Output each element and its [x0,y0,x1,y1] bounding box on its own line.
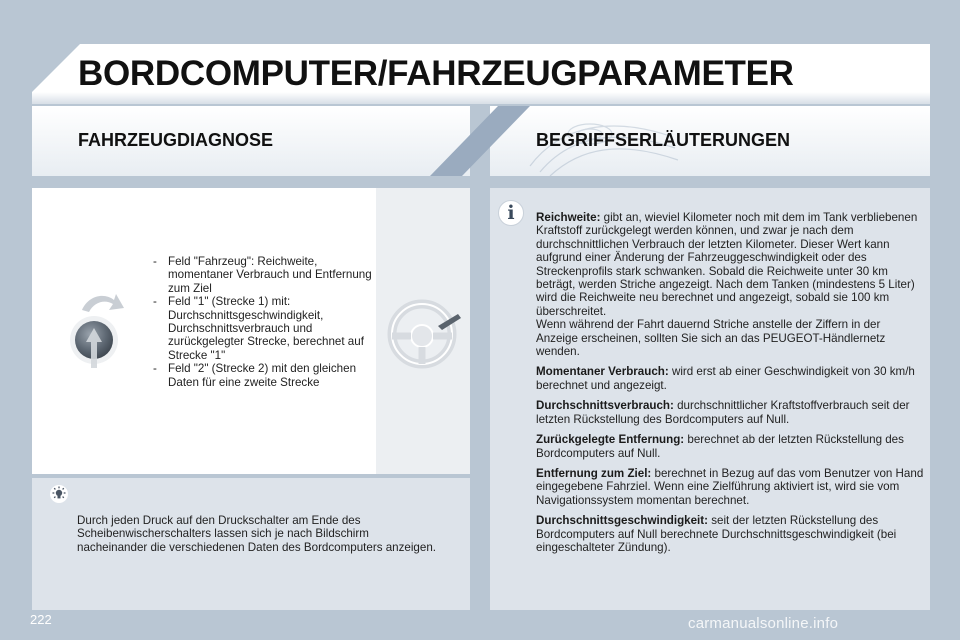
definition-term: Durchschnittsverbrauch: [536,399,674,413]
definition-momentaner-verbrauch [536,365,924,392]
watermark: carmanualsonline.info [688,615,839,632]
tip-text: Durch jeden Druck auf den Druckschalter am Ende des Scheibenwischerschalters lassen sich je nach Bildschirm nacheinander die verschiedenen Daten des Bordcomputers anzeigen. [77,514,436,554]
list-item: - Feld "2" (Strecke 2) mit den gleichen Daten für eine zweite Strecke [150,362,372,389]
diagnose-list [150,255,372,389]
stalk-button-icon [62,288,132,374]
definition-text: berechnet ab der letzten Rückstellung des Bordcomputers auf Null. [536,433,904,460]
definition-text: gibt an, wieviel Kilometer noch mit dem im Tank verbliebenen Kraftstoff zurückgelegt werden können, und zwar je nach dem durchschnittlichen Verbrauch der letzten Kilometer. Dieser Wert kann aufgrund einer Änderung der Fahrzeuggeschwindigkeit oder des Streckenprofils stark schwanken. Sobald die Reichweite unter 30 km beträgt, werden Striche angezeigt. Nach dem Tanken (mindestens 5 Liter) wird die Reichweite neu berechnet und angezeigt, sobald sie 100 km überschreitet. [536,211,918,318]
definition-term: Entfernung zum Ziel: [536,466,652,480]
section-title-diagnose: FAHRZEUGDIAGNOSE [78,130,274,150]
definition-term: Durchschnittsgeschwindigkeit: [536,514,708,528]
definition-durchschnittsgeschwindigkeit [536,514,924,554]
lightbulb-icon [49,484,69,504]
definition-text: seit der letzten Rückstellung des Bordcomputers auf Null berechnete Durchschnittsgeschwindigkeit (bei eingeschalteter Zündung). [536,514,897,554]
definition-entfernung-zum-ziel [536,467,924,507]
info-icon: i [498,200,524,226]
steering-wheel-icon [384,292,464,372]
list-item: - Feld "1" (Strecke 1) mit: Durchschnittsgeschwindigkeit, Durchschnittsverbrauch und zurückgelegter Strecke, berechnet auf Strecke "1" [150,295,372,362]
definition-reichweite [536,211,924,358]
section-title-definitions: BEGRIFFSERLÄUTERUNGEN [536,130,791,150]
definitions-list [536,211,924,561]
page-number: 222 [30,612,52,627]
definition-durchschnittsverbrauch [536,399,924,426]
list-item: - Feld "Fahrzeug": Reichweite, momentaner Verbrauch und Entfernung zum Ziel [150,255,372,295]
page-title: BORDCOMPUTER/FAHRZEUGPARAMETER [78,54,794,93]
definition-text: wird erst ab einer Geschwindigkeit von 30 km/h berechnet und angezeigt. [536,365,915,392]
definition-text: berechnet in Bezug auf das vom Benutzer von Hand eingegebene Fahrziel. Wenn eine Zielführung aktiviert ist, wird sie vom Navigationssystem momentan berechnet. [536,466,924,507]
definition-term: Zurückgelegte Entfernung: [536,433,685,447]
definition-text: durchschnittlicher Kraftstoffverbrauch seit der letzten Rückstellung des Bordcomputers auf Null. [536,399,910,426]
definition-note: Wenn während der Fahrt dauernd Striche anstelle der Ziffern in der Anzeige erscheinen, sollten Sie sich an das PEUGEOT-Händlernetz wenden. [536,318,886,359]
definition-zurueckgelegte-entfernung [536,433,924,460]
definition-term: Momentaner Verbrauch: [536,365,669,379]
definition-term: Reichweite: [536,211,601,224]
